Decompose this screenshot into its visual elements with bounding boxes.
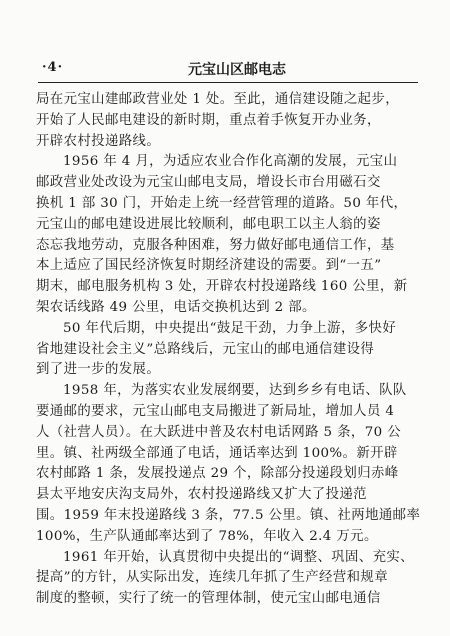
text-line: 人（社营人员）。在大跃进中普及农村电话网路 5 条，70 公 — [36, 424, 402, 440]
text-line: 县太平地安庆沟支局外，农村投递路线又扩大了投递范 — [36, 487, 367, 503]
header-rule — [38, 82, 418, 83]
text-line: 农村邮路 1 条，发展投递点 29 个，除部分投递段划归赤峰 — [36, 466, 399, 482]
page-number: ·4· — [42, 60, 64, 75]
text-line: 期末，邮电服务机构 3 处，开辟农村投递路线 160 公里，新 — [36, 279, 408, 295]
text-line: 架农话线路 49 公里，电话交换机达到 2 部。 — [36, 299, 316, 315]
text-line: 100%，生产队通邮率达到了 78%，年收入 2.4 万元。 — [36, 528, 378, 544]
page-header — [38, 58, 418, 82]
text-line: 态忘我地劳动，克服各种困难，努力做好邮电通信工作，基 — [36, 237, 395, 253]
text-line: 本上适应了国民经济恢复时期经济建设的需要。到“一五” — [36, 258, 382, 274]
text-line: 开辟农村投递路线。 — [36, 133, 161, 149]
text-line: 提高”的方针，从实际出发，连续几年抓了生产经营和规章 — [36, 570, 389, 586]
running-title: 元宝山区邮电志 — [188, 62, 286, 78]
text-line: 50 年代后期，中央提出“鼓足干劲，力争上游，多快好 — [63, 320, 397, 336]
text-line: 换机 1 部 30 门，开始走上统一经营管理的道路。50 年代， — [36, 195, 408, 211]
text-line: 里。镇、社两级全部通了电话，通话率达到 100%。新开辟 — [36, 445, 398, 461]
text-line: 1961 年开始，认真贯彻中央提出的“调整、巩固、充实、 — [63, 549, 414, 565]
text-line: 1956 年 4 月，为适应农业合作化高潮的发展，元宝山 — [63, 154, 398, 170]
text-line: 邮政营业处改设为元宝山邮电支局，增设长市台用磁石交 — [36, 175, 381, 191]
text-line: 1958 年，为落实农业发展纲要，达到乡乡有电话、队队 — [63, 383, 407, 399]
text-line: 制度的整顿，实行了统一的管理体制，使元宝山邮电通信 — [36, 591, 381, 607]
text-line: 围。1959 年末投递路线 3 条，77.5 公里。镇、社两地通邮率 — [36, 507, 421, 523]
text-line: 局在元宝山建邮政营业处 1 处。至此，通信建设随之起步， — [36, 92, 399, 107]
text-line: 到了进一步的发展。 — [36, 362, 161, 378]
text-line: 元宝山的邮电建设进展比较顺利，邮电职工以主人翁的姿 — [36, 216, 381, 232]
text-line: 省地建设社会主义”总路线后，元宝山的邮电通信建设得 — [36, 341, 375, 357]
text-line: 要通邮的要求，元宝山邮电支局搬进了新局址，增加人员 4 — [36, 403, 395, 419]
text-line: 开始了人民邮电建设的新时期，重点着手恢复开办业务， — [36, 112, 381, 128]
body-text — [36, 90, 422, 610]
